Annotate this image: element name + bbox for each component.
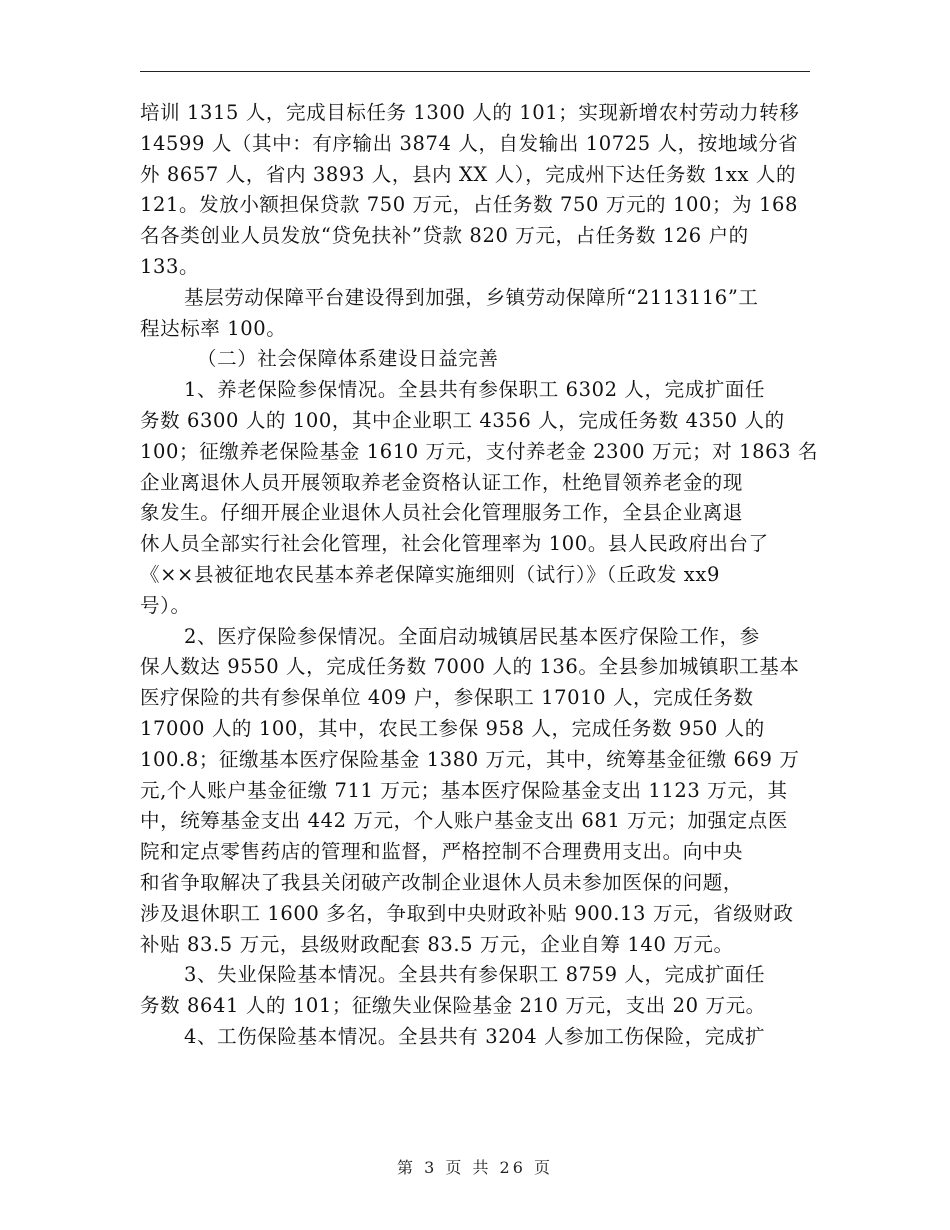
text-line: 补贴 83.5 万元，县级财政配套 83.5 万元，企业自筹 140 万元。	[140, 932, 734, 956]
text-line: 程达标率 100。	[140, 316, 287, 340]
paragraph-start: 4、工伤保险基本情况。全县共有 3204 人参加工伤保险，完成扩	[184, 1024, 766, 1048]
text-line: 中，统筹基金支出 442 万元，个人账户基金支出 681 万元；加强定点医	[140, 809, 788, 833]
text-line: 休人员全部实行社会化管理，社会化管理率为 100。县人民政府出台了	[140, 532, 769, 556]
text-line: 企业离退休人员开展领取养老金资格认证工作，杜绝冒领养老金的现	[140, 470, 744, 494]
text-line: 号）。	[140, 593, 191, 617]
text-line: 院和定点零售药店的管理和监督，严格控制不合理费用支出。向中央	[140, 840, 744, 864]
text-line: 培训 1315 人，完成目标任务 1300 人的 101；实现新增农村劳动力转移	[140, 101, 800, 124]
text-line: 外 8657 人，省内 3893 人，县内 XX 人），完成州下达任务数 1xx 人的	[140, 162, 797, 186]
text-line: 14599 人（其中：有序输出 3874 人，自发输出 10725 人，按地域分省	[140, 131, 799, 155]
section-heading: （二）社会保障体系建设日益完善	[197, 347, 499, 371]
text-line: 和省争取解决了我县关闭破产改制企业退休人员未参加医保的问题，	[140, 870, 744, 894]
paragraph-start: 2、医疗保险参保情况。全面启动城镇居民基本医疗保险工作，参	[184, 624, 760, 648]
text-line: 元,个人账户基金征缴 711 万元；基本医疗保险基金支出 1123 万元，其	[140, 778, 788, 802]
paragraph-start: 基层劳动保障平台建设得到加强，乡镇劳动保障所“2113116”工	[184, 285, 759, 309]
text-line: 《××县被征地农民基本养老保障实施细则（试行）》（丘政发 xx9	[140, 562, 720, 586]
document-body	[140, 98, 819, 1053]
text-line: 务数 8641 人的 101；征缴失业保险基金 210 万元，支出 20 万元。	[140, 994, 766, 1018]
text-line: 涉及退休职工 1600 多名，争取到中央财政补贴 900.13 万元，省级财政	[140, 901, 794, 925]
paragraph-start: 3、失业保险基本情况。全县共有参保职工 8759 人，完成扩面任	[184, 963, 766, 987]
header-rule	[140, 71, 810, 72]
page-number: 第 3 页 共 26 页	[397, 1158, 553, 1177]
text-line: 17000 人的 100，其中，农民工参保 958 人，完成任务数 950 人的	[140, 716, 765, 740]
text-line: 医疗保险的共有参保单位 409 户，参保职工 17010 人，完成任务数	[140, 686, 754, 710]
text-line: 100；征缴养老保险基金 1610 万元，支付养老金 2300 万元；对 1863 名	[140, 439, 819, 463]
text-line: 133。	[140, 254, 200, 278]
text-line: 100.8；征缴基本医疗保险基金 1380 万元，其中，统筹基金征缴 669 万	[140, 747, 800, 771]
text-line: 保人数达 9550 人，完成任务数 7000 人的 136。全县参加城镇职工基本	[140, 655, 800, 679]
paragraph-start: 1、养老保险参保情况。全县共有参保职工 6302 人，完成扩面任	[184, 378, 766, 402]
text-line: 象发生。仔细开展企业退休人员社会化管理服务工作，全县企业离退	[140, 501, 744, 525]
text-line: 121。发放小额担保贷款 750 万元，占任务数 750 万元的 100；为 168	[140, 193, 798, 217]
text-line: 务数 6300 人的 100，其中企业职工 4356 人，完成任务数 4350 人的	[140, 408, 785, 432]
text-line: 名各类创业人员发放“贷免扶补”贷款 820 万元，占任务数 126 户的	[140, 224, 749, 248]
